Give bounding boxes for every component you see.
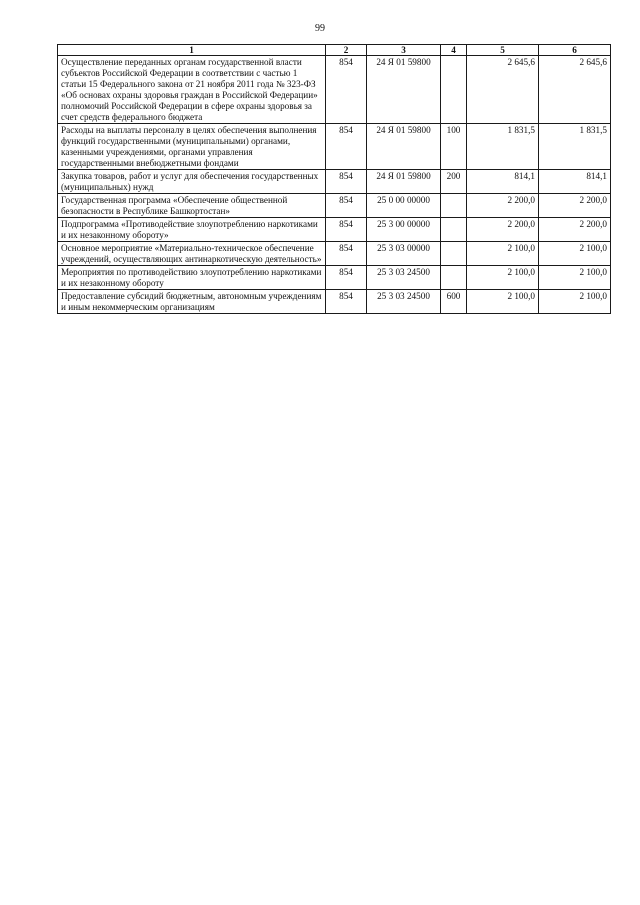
- column-header: 5: [467, 45, 539, 56]
- row-name: Подпрограмма «Противодействие злоупотреблению наркотиками и их незаконному обороту»: [58, 218, 326, 242]
- row-name: Мероприятия по противодействию злоупотреблению наркотиками и их незаконному обороту: [58, 266, 326, 290]
- row-amount-2: 2 100,0: [539, 266, 611, 290]
- table-row: [58, 170, 611, 194]
- row-target-article: 25 3 00 00000: [367, 218, 441, 242]
- row-name: Предоставление субсидий бюджетным, автономным учреждениям и иным некоммерческим организациям: [58, 290, 326, 314]
- column-header: 4: [441, 45, 467, 56]
- table-header-row: [58, 45, 611, 56]
- column-header: 2: [326, 45, 367, 56]
- row-name: Основное мероприятие «Материально-техническое обеспечение учреждений, осуществляющих антинаркотическую деятельность»: [58, 242, 326, 266]
- row-amount-2: 814,1: [539, 170, 611, 194]
- row-expense-type: [441, 194, 467, 218]
- row-admin-code: 854: [326, 124, 367, 170]
- row-amount-2: 2 100,0: [539, 290, 611, 314]
- row-amount-1: 1 831,5: [467, 124, 539, 170]
- table-row: [58, 266, 611, 290]
- row-amount-1: 2 645,6: [467, 56, 539, 124]
- budget-table: [57, 44, 611, 314]
- table-row: [58, 218, 611, 242]
- row-amount-1: 814,1: [467, 170, 539, 194]
- row-amount-2: 2 200,0: [539, 218, 611, 242]
- row-amount-1: 2 100,0: [467, 290, 539, 314]
- table-row: [58, 124, 611, 170]
- row-target-article: 25 3 03 24500: [367, 266, 441, 290]
- row-amount-2: 2 200,0: [539, 194, 611, 218]
- row-admin-code: 854: [326, 56, 367, 124]
- column-header: 3: [367, 45, 441, 56]
- row-amount-2: 2 100,0: [539, 242, 611, 266]
- row-target-article: 25 3 03 00000: [367, 242, 441, 266]
- row-target-article: 25 3 03 24500: [367, 290, 441, 314]
- row-amount-1: 2 200,0: [467, 194, 539, 218]
- row-admin-code: 854: [326, 290, 367, 314]
- row-expense-type: [441, 56, 467, 124]
- table-row: [58, 242, 611, 266]
- table-row: [58, 290, 611, 314]
- row-admin-code: 854: [326, 242, 367, 266]
- row-amount-2: 2 645,6: [539, 56, 611, 124]
- row-amount-1: 2 100,0: [467, 266, 539, 290]
- row-expense-type: [441, 242, 467, 266]
- row-target-article: 25 0 00 00000: [367, 194, 441, 218]
- row-name: Закупка товаров, работ и услуг для обеспечения государственных (муниципальных) нужд: [58, 170, 326, 194]
- table-row: [58, 56, 611, 124]
- row-expense-type: [441, 266, 467, 290]
- row-name: Расходы на выплаты персоналу в целях обеспечения выполнения функций государственными (муниципальными) органами, казенными учреждениями, органами управления государственными внебюджетными фондами: [58, 124, 326, 170]
- row-amount-1: 2 100,0: [467, 242, 539, 266]
- row-admin-code: 854: [326, 194, 367, 218]
- row-amount-2: 1 831,5: [539, 124, 611, 170]
- row-target-article: 24 Я 01 59800: [367, 124, 441, 170]
- row-expense-type: 200: [441, 170, 467, 194]
- row-expense-type: 600: [441, 290, 467, 314]
- row-admin-code: 854: [326, 170, 367, 194]
- row-target-article: 24 Я 01 59800: [367, 170, 441, 194]
- page-number: 99: [315, 23, 325, 34]
- row-name: Осуществление переданных органам государственной власти субъектов Российской Федерации в соответствии с частью 1 статьи 15 Федерального закона от 21 ноября 2011 года № 323-ФЗ «Об основах охраны здоровья граждан в Российской Федерации» полномочий Российской Федерации в сфере охраны здоровья за счет средств федерального бюджета: [58, 56, 326, 124]
- column-header: 6: [539, 45, 611, 56]
- column-header: 1: [58, 45, 326, 56]
- row-name: Государственная программа «Обеспечение общественной безопасности в Республике Башкортостан»: [58, 194, 326, 218]
- row-expense-type: [441, 218, 467, 242]
- row-amount-1: 2 200,0: [467, 218, 539, 242]
- row-expense-type: 100: [441, 124, 467, 170]
- table-row: [58, 194, 611, 218]
- row-admin-code: 854: [326, 218, 367, 242]
- row-admin-code: 854: [326, 266, 367, 290]
- row-target-article: 24 Я 01 59800: [367, 56, 441, 124]
